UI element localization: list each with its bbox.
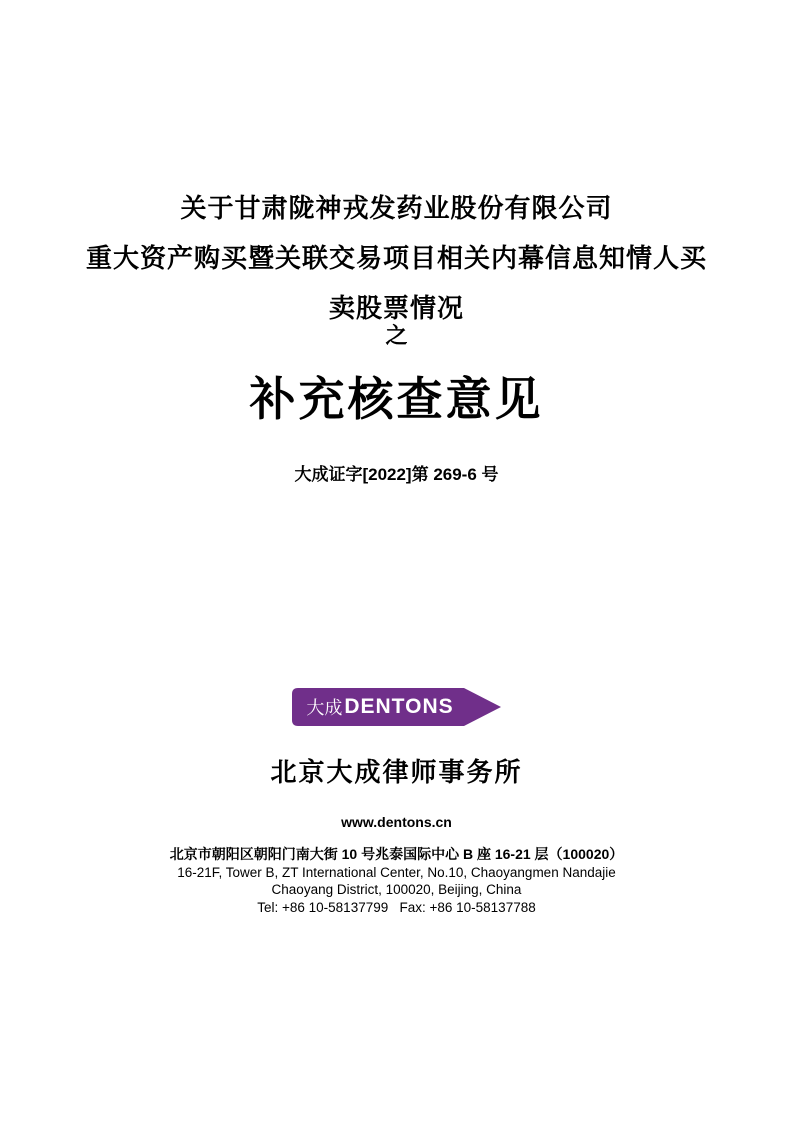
cover-title [0, 183, 793, 333]
firm-address-block [0, 846, 793, 916]
cover-title-line-1: 关于甘肃陇神戎发药业股份有限公司 [180, 193, 613, 223]
firm-website: www.dentons.cn [341, 814, 452, 830]
document-number: 大成证字[2022]第 269-6 号 [294, 465, 499, 484]
main-title: 补充核查意见 [249, 372, 544, 426]
dentons-logo-en-label: DENTONS [344, 695, 454, 718]
dentons-logo [291, 687, 502, 727]
firm-name: 北京大成律师事务所 [270, 758, 523, 788]
title-connector: 之 [385, 323, 408, 348]
firm-address-chinese: 北京市朝阳区朝阳门南大街 10 号兆泰国际中心 B 座 16-21 层（100020） [169, 846, 624, 862]
cover-title-line-2: 重大资产购买暨关联交易项目相关内幕信息知情人买 [85, 243, 707, 273]
firm-address-english-line1: 16-21F, Tower B, ZT International Center, No.10, Chaoyangmen Nandajie [177, 864, 616, 880]
dentons-logo-cn-label: 大成 [306, 698, 343, 718]
dentons-logo-text [291, 687, 469, 727]
firm-address-english-line2: Chaoyang District, 100020, Beijing, China [271, 882, 522, 897]
firm-tel-fax: Tel: +86 10-58137799 Fax: +86 10-58137788 [257, 899, 536, 915]
cover-title-line-3: 卖股票情况 [328, 293, 464, 323]
